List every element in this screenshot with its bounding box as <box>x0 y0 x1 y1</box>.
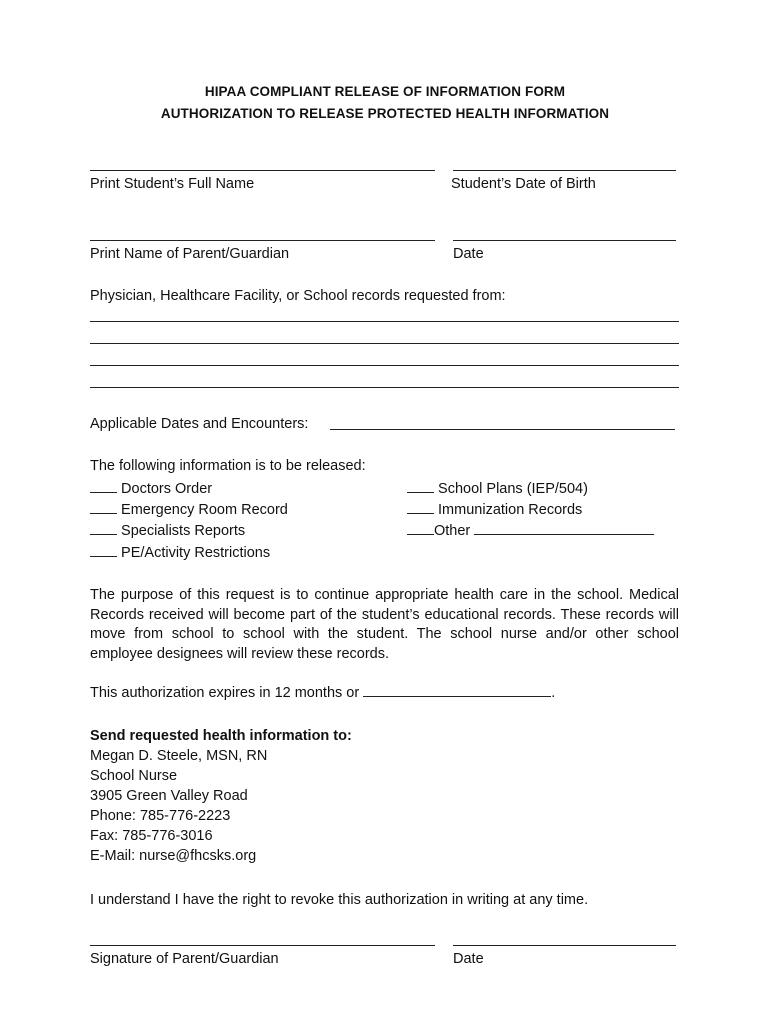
date-line-1[interactable] <box>453 240 676 241</box>
date-label-2: Date <box>453 951 484 967</box>
checkbox-blank[interactable] <box>407 501 434 514</box>
send-to-address: 3905 Green Valley Road <box>90 788 248 804</box>
checkbox-blank[interactable] <box>90 544 117 557</box>
release-item-label: Emergency Room Record <box>121 502 288 518</box>
send-to-heading: Send requested health information to: <box>90 728 352 744</box>
send-to-phone: Phone: 785-776-2223 <box>90 808 231 824</box>
expires-date-line[interactable] <box>363 684 551 697</box>
revoke-statement: I understand I have the right to revoke this authorization in writing at any time. <box>90 892 589 908</box>
date-line-2[interactable] <box>453 945 676 946</box>
applicable-dates-line[interactable] <box>330 429 675 430</box>
records-from-label: Physician, Healthcare Facility, or School records requested from: <box>90 288 506 304</box>
release-item-specialists[interactable] <box>90 522 245 539</box>
parent-name-line[interactable] <box>90 240 435 241</box>
purpose-paragraph: The purpose of this request is to continue appropriate health care in the school. Medical Records received will become part of the student’s educational records. These records will move from school to school with the student. The school nurse and/or other school employee designees will review these records. <box>90 587 679 662</box>
checkbox-blank[interactable] <box>90 501 117 514</box>
other-specify-line[interactable] <box>474 522 654 535</box>
signature-label: Signature of Parent/Guardian <box>90 951 279 967</box>
records-from-line-4[interactable] <box>90 387 679 388</box>
release-item-er-record[interactable] <box>90 501 288 518</box>
release-item-school-plans[interactable] <box>407 480 588 497</box>
applicable-dates-label: Applicable Dates and Encounters: <box>90 416 309 432</box>
release-item-label: Immunization Records <box>438 502 583 518</box>
send-to-fax: Fax: 785-776-3016 <box>90 828 213 844</box>
parent-name-label: Print Name of Parent/Guardian <box>90 246 290 262</box>
signature-line[interactable] <box>90 945 435 946</box>
records-from-line-3[interactable] <box>90 365 679 366</box>
records-from-line-2[interactable] <box>90 343 679 344</box>
date-label-1: Date <box>453 246 484 262</box>
student-dob-label: Student’s Date of Birth <box>451 176 596 192</box>
student-name-label: Print Student’s Full Name <box>90 176 255 192</box>
records-from-line-1[interactable] <box>90 321 679 322</box>
release-item-label: Doctors Order <box>121 481 213 497</box>
release-item-label: Other <box>434 523 471 539</box>
checkbox-blank[interactable] <box>407 522 434 535</box>
release-item-label: PE/Activity Restrictions <box>121 545 271 561</box>
send-to-block <box>90 726 352 866</box>
release-item-doctors-order[interactable] <box>90 480 212 497</box>
form-title-line2: AUTHORIZATION TO RELEASE PROTECTED HEALTH INFORMATION <box>160 106 610 121</box>
release-item-other[interactable] <box>407 522 654 539</box>
student-dob-line[interactable] <box>453 170 676 171</box>
checkbox-blank[interactable] <box>90 480 117 493</box>
checkbox-blank[interactable] <box>407 480 434 493</box>
checkbox-blank[interactable] <box>90 522 117 535</box>
release-item-label: School Plans (IEP/504) <box>438 481 588 497</box>
send-to-email: E-Mail: nurse@fhcsks.org <box>90 848 257 864</box>
release-item-pe-restrictions[interactable] <box>90 544 270 561</box>
send-to-name: Megan D. Steele, MSN, RN <box>90 748 268 764</box>
expires-end: . <box>551 685 556 701</box>
send-to-role: School Nurse <box>90 768 178 784</box>
student-name-line[interactable] <box>90 170 435 171</box>
expires-statement <box>90 684 555 701</box>
release-item-label: Specialists Reports <box>121 523 246 539</box>
release-item-immunization[interactable] <box>407 501 582 518</box>
release-intro: The following information is to be released: <box>90 458 366 474</box>
form-title-line1: HIPAA COMPLIANT RELEASE OF INFORMATION FORM <box>204 84 566 99</box>
expires-text: This authorization expires in 12 months or <box>90 685 360 701</box>
